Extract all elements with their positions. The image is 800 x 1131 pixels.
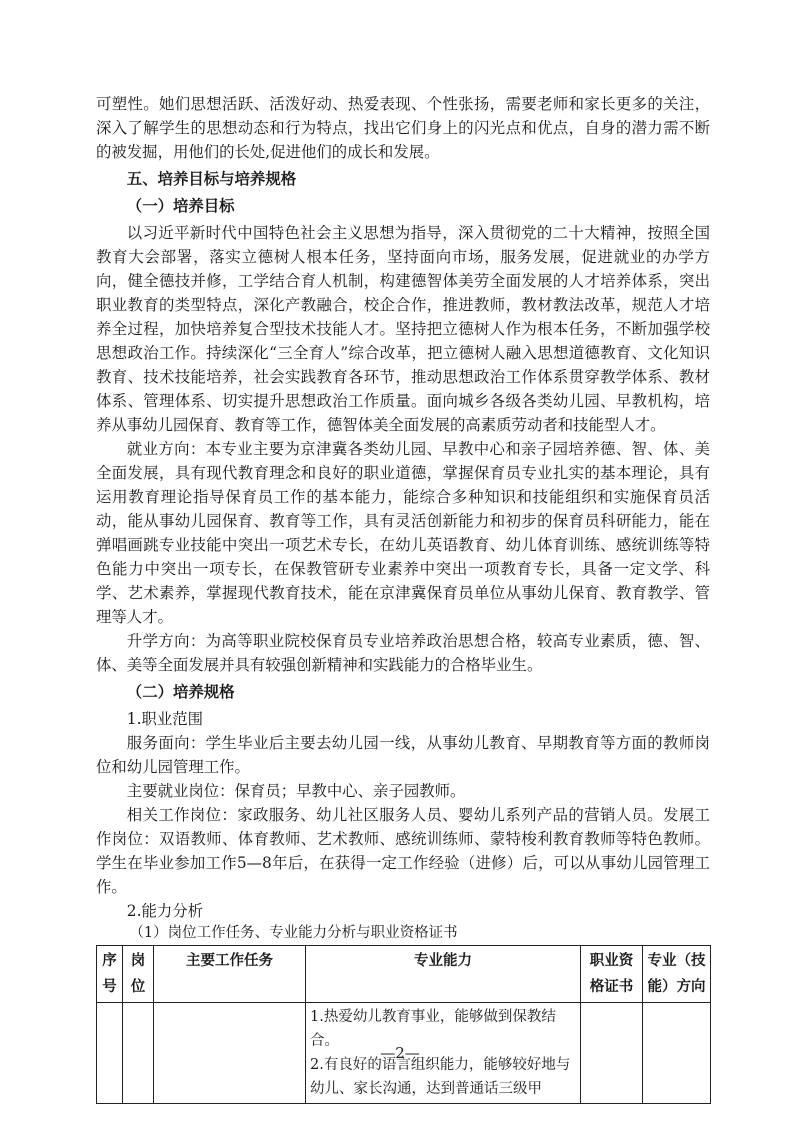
header-cert: 职业资格证书 [581, 946, 643, 1003]
section-heading-training-goals-and-specs: 五、培养目标与培养规格 [126, 170, 297, 188]
ability-analysis-title: 2.能力分析 [126, 902, 204, 920]
post-task-ability-table [96, 945, 711, 1104]
table-caption: （1）岗位工作任务、专业能力分析与职业资格证书 [129, 925, 458, 941]
paragraph-main-posts: 主要就业岗位：保育员；早教中心、亲子园教师。 [126, 782, 466, 800]
table-header-row [97, 946, 711, 1003]
paragraph-employment-direction: 就业方向：本专业主要为京津冀各类幼儿园、早教中心和亲子园培养德、智、体、美全面发展，具有现代教育理念和良好的职业道德，掌握保育员专业扎实的基本理论，具有运用教育理论指导保育员工作的基本能力，能综合多种知识和技能组织和实施保育员活动，能从事幼儿园保育、教育等工作，具有灵活创新能力和初步的保育员科研能力，能在弹唱画跳专业技能中突出一项艺术专长，在幼儿英语教育、幼儿体育训练、感统训练等特色能力中突出一项专长，在保教管研专业素养中突出一项教育专长，具备一定文学、科学、艺术素养，掌握现代教育技术，能在京津冀保育员单位从事幼儿保育、教育教学、管理等人才。 [96, 440, 710, 626]
ability-item: 1.热爱幼儿教育事业，能够做到保教结合。 [310, 1009, 556, 1049]
ability-item: 2.有良好的语言组织能力，能够较好地与幼儿、家长沟通，达到普通话三级甲 [310, 1057, 571, 1097]
header-seq: 序号 [97, 946, 123, 1003]
page-content [96, 92, 710, 1104]
career-scope-title: 1.职业范围 [126, 710, 204, 728]
header-post: 岗位 [123, 946, 154, 1003]
paragraph-continued: 可塑性。她们思想活跃、活泼好动、热爱表现、个性张扬，需要老师和家长更多的关注，深入了解学生的思想动态和行为特点，找出它们身上的闪光点和优点，自身的潜力需不断的被发掘，用他们的长处,促进他们的成长和发展。 [96, 95, 710, 161]
header-task: 主要工作任务 [154, 946, 306, 1003]
paragraph-training-goal: 以习近平新时代中国特色社会主义思想为指导，深入贯彻党的二十大精神，按照全国教育大会部署，落实立德树人根本任务，坚持面向市场，服务发展，促进就业的办学方向，健全德技并修，工学结合育人机制，构建德智体美劳全面发展的人才培养体系，突出职业教育的类型特点，深化产教融合，校企合作，推进教师，教材教法改革，规范人才培养全过程，加快培养复合型技术技能人才。坚持把立德树人作为根本任务，不断加强学校思想政治工作。持续深化“三全育人”综合改革，把立德树人融入思想道德教育、文化知识教育、技术技能培养，社会实践教育各环节，推动思想政治工作体系贯穿教学体系、教材体系、管理体系、切实提升思想政治工作质量。面向城乡各级各类幼儿园、早教机构，培养从事幼儿园保育、教育等工作，德智体美全面发展的高素质劳动者和技能型人才。 [96, 224, 710, 434]
subheading-training-specs: （二）培养规格 [126, 683, 235, 701]
paragraph-related-posts: 相关工作岗位：家政服务、幼儿社区服务人员、婴幼儿系列产品的营销人员。发展工作岗位：双语教师、体育教师、艺术教师、感统训练师、蒙特梭利教育教师等特色教师。学生在毕业参加工作5—8年后，在获得一定工作经验（进修）后，可以从事幼儿园管理工作。 [96, 806, 710, 896]
paragraph-service-orientation: 服务面向：学生毕业后主要去幼儿园一线，从事幼儿教育、早期教育等方面的教师岗位和幼儿园管理工作。 [96, 734, 710, 776]
page-number: —2— [380, 1044, 420, 1062]
header-ability: 专业能力 [306, 946, 581, 1003]
paragraph-further-study-direction: 升学方向：为高等职业院校保育员专业培养政治思想合格，较高专业素质，德、智、体、美等全面发展并具有较强创新精神和实践能力的合格毕业生。 [96, 632, 710, 674]
subheading-training-goal: （一）培养目标 [126, 197, 235, 215]
header-direction: 专业（技能）方向 [643, 946, 711, 1003]
